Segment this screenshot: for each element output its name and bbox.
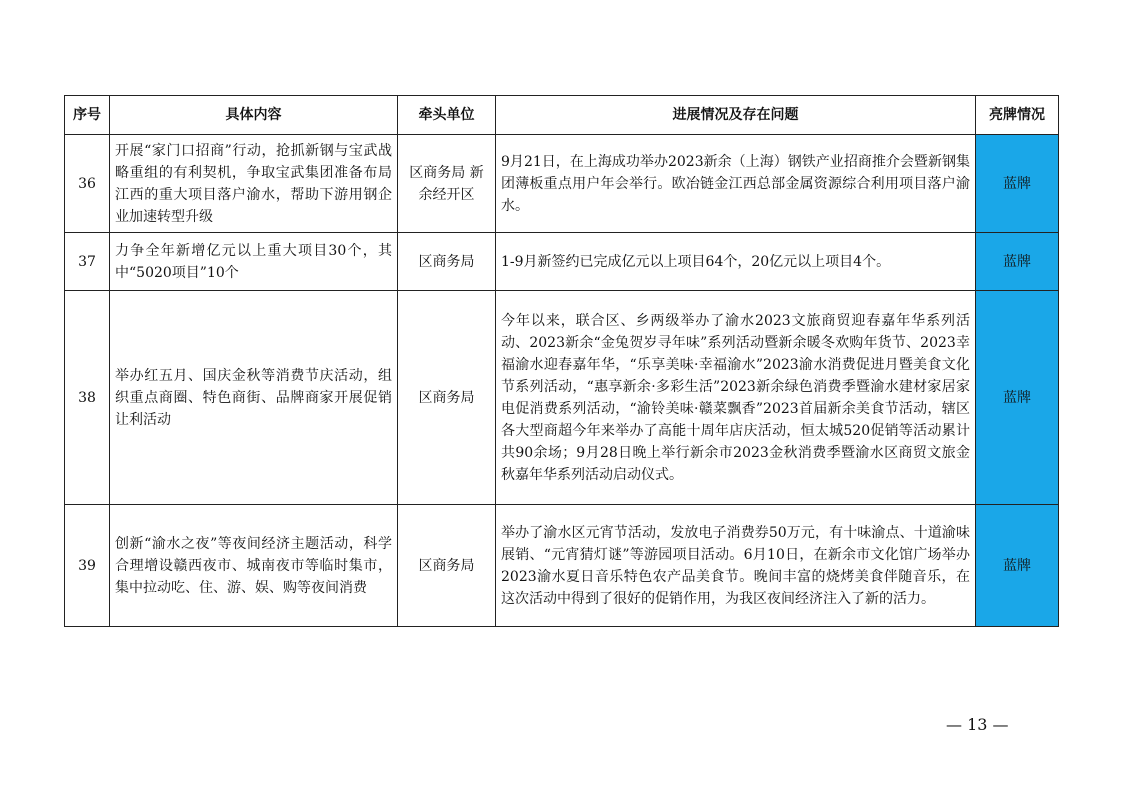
- header-badge: 亮牌情况: [976, 96, 1059, 135]
- row-content: 力争全年新增亿元以上重大项目30个，其中“5020项目”10个: [110, 233, 398, 291]
- work-progress-table: [64, 95, 1059, 627]
- row-badge: 蓝牌: [976, 135, 1059, 233]
- row-progress: 9月21日，在上海成功举办2023新余（上海）钢铁产业招商推介会暨新钢集团薄板重点用户年会举行。欧冶链金江西总部金属资源综合利用项目落户渝水。: [496, 135, 976, 233]
- row-number: 38: [65, 291, 110, 505]
- row-content: 创新“渝水之夜”等夜间经济主题活动，科学合理增设赣西夜市、城南夜市等临时集市，集中拉动吃、住、游、娱、购等夜间消费: [110, 505, 398, 627]
- row-unit: 区商务局: [398, 291, 496, 505]
- table-row: [65, 291, 1059, 505]
- row-number: 36: [65, 135, 110, 233]
- row-progress: 1-9月新签约已完成亿元以上项目64个，20亿元以上项目4个。: [496, 233, 976, 291]
- header-content: 具体内容: [110, 96, 398, 135]
- row-content: 举办红五月、国庆金秋等消费节庆活动，组织重点商圈、特色商街、品牌商家开展促销让利活动: [110, 291, 398, 505]
- table-header-row: [65, 96, 1059, 135]
- row-number: 37: [65, 233, 110, 291]
- row-progress: 举办了渝水区元宵节活动，发放电子消费券50万元，有十味渝点、十道渝味展销、“元宵猜灯谜”等游园项目活动。6月10日，在新余市文化馆广场举办2023渝水夏日音乐特色农产品美食节。晚间丰富的烧烤美食伴随音乐，在这次活动中得到了很好的促销作用，为我区夜间经济注入了新的活力。: [496, 505, 976, 627]
- row-progress: 今年以来，联合区、乡两级举办了渝水2023文旅商贸迎春嘉年华系列活动、2023新余“金兔贺岁寻年味”系列活动暨新余暖冬欢购年货节、2023幸福渝水迎春嘉年华，“乐享美味·幸福渝水”2023渝水消费促进月暨美食文化节系列活动，“惠享新余·多彩生活”2023新余绿色消费季暨渝水建材家居家电促消费系列活动，“渝铃美味·赣菜飘香”2023首届新余美食节活动，辖区各大型商超今年来举办了高能十周年店庆活动，恒太城520促销等活动累计共90余场；9月28日晚上举行新余市2023金秋消费季暨渝水区商贸文旅金秋嘉年华系列活动启动仪式。: [496, 291, 976, 505]
- row-badge: 蓝牌: [976, 233, 1059, 291]
- page-number: — 13 —: [946, 715, 1009, 734]
- row-number: 39: [65, 505, 110, 627]
- row-unit: 区商务局: [398, 505, 496, 627]
- row-badge: 蓝牌: [976, 291, 1059, 505]
- header-seq: 序号: [65, 96, 110, 135]
- row-badge: 蓝牌: [976, 505, 1059, 627]
- table-row: [65, 233, 1059, 291]
- table-row: [65, 135, 1059, 233]
- row-content: 开展“家门口招商”行动，抢抓新钢与宝武战略重组的有利契机，争取宝武集团准备布局江西的重大项目落户渝水，帮助下游用钢企业加速转型升级: [110, 135, 398, 233]
- row-unit: 区商务局: [398, 233, 496, 291]
- header-unit: 牵头单位: [398, 96, 496, 135]
- table-row: [65, 505, 1059, 627]
- header-progress: 进展情况及存在问题: [496, 96, 976, 135]
- row-unit: 区商务局 新余经开区: [398, 135, 496, 233]
